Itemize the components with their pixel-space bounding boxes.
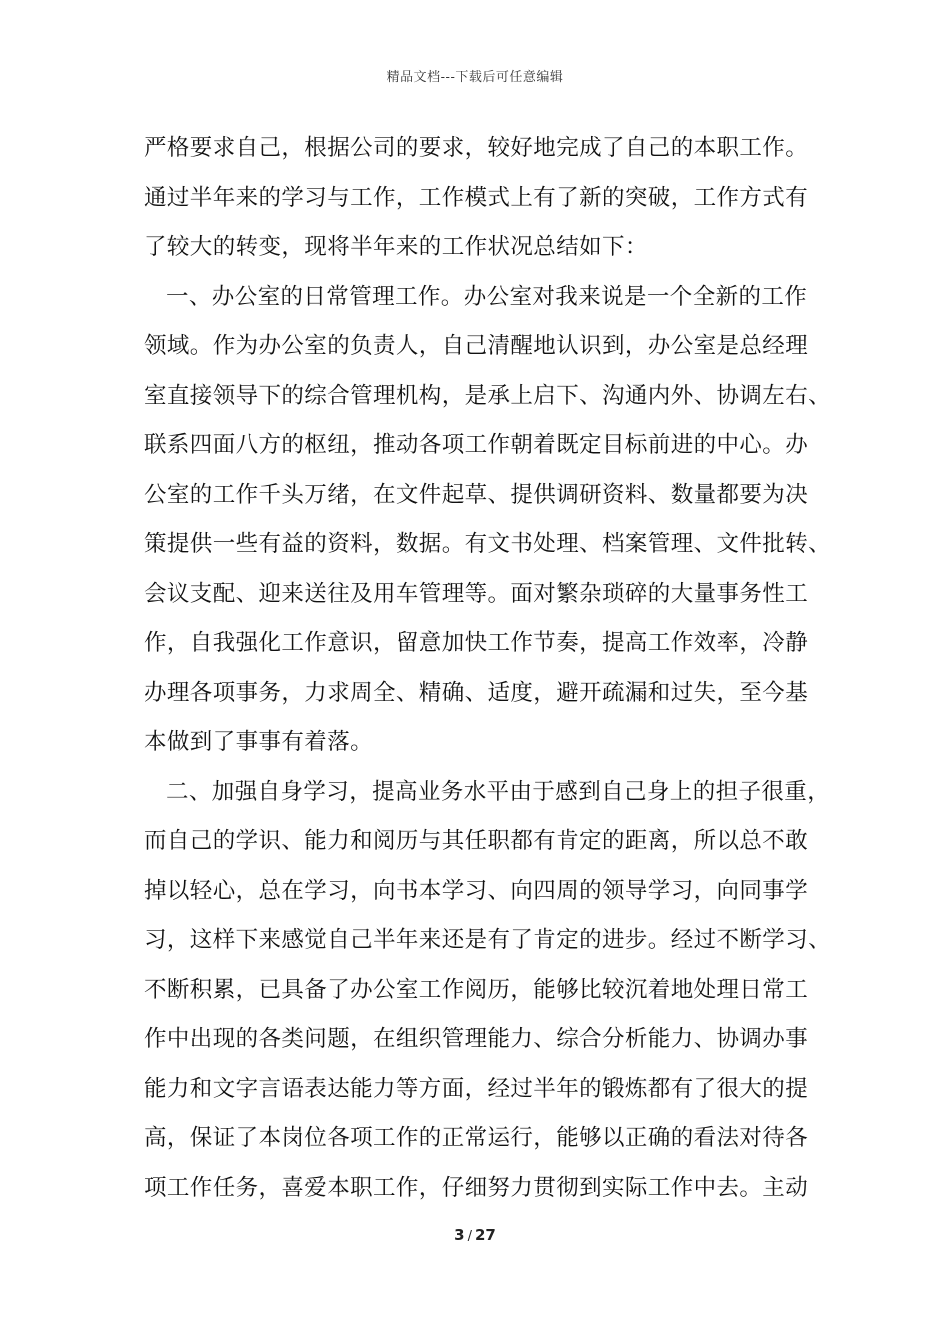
page-separator: /: [467, 1229, 472, 1244]
total-pages: 27: [474, 1226, 496, 1244]
text-line: 习，这样下来感觉自己半年来还是有了肯定的进步。经过不断学习、: [144, 927, 832, 953]
text-line: 严格要求自己，根据公司的要求，较好地完成了自己的本职工作。: [144, 135, 809, 161]
paragraph-first-line: 二、加强自身学习，提高业务水平由于感到自己身上的担子很重，: [166, 778, 831, 805]
page-header: 精品文档---下载后可任意编辑: [386, 70, 564, 85]
current-page: 3: [454, 1226, 465, 1244]
paragraph-first-line: 一、办公室的日常管理工作。办公室对我来说是一个全新的工作: [166, 283, 808, 310]
text-line: 本做到了事事有着落。: [144, 729, 374, 755]
text-line: 能力和文字言语表达能力等方面，经过半年的锻炼都有了很大的提: [144, 1075, 809, 1102]
text-line: 通过半年来的学习与工作，工作模式上有了新的突破，工作方式有: [144, 184, 809, 211]
text-line: 公室的工作千头万绪，在文件起草、提供调研资料、数量都要为决: [144, 481, 809, 508]
text-line: 掉以轻心，总在学习，向书本学习、向四周的领导学习，向同事学: [144, 877, 809, 904]
text-line: 策提供一些有益的资料，数据。有文书处理、档案管理、文件批转、: [144, 531, 832, 557]
text-line: 会议支配、迎来送往及用车管理等。面对繁杂琐碎的大量事务性工: [144, 580, 809, 607]
text-line: 不断积累，已具备了办公室工作阅历，能够比较沉着地处理日常工: [144, 976, 809, 1003]
document-body: [144, 124, 832, 1213]
text-line: 室直接领导下的综合管理机构，是承上启下、沟通内外、协调左右、: [144, 382, 832, 409]
page-number: [0, 1226, 950, 1244]
text-line: 联系四面八方的枢纽，推动各项工作朝着既定目标前进的中心。办: [144, 432, 809, 458]
text-line: 办理各项事务，力求周全、精确、适度，避开疏漏和过失，至今基: [144, 679, 809, 706]
text-line: 了较大的转变，现将半年来的工作状况总结如下：: [144, 234, 648, 260]
text-line: 而自己的学识、能力和阅历与其任职都有肯定的距离，所以总不敢: [144, 828, 809, 854]
text-line: 作中出现的各类问题，在组织管理能力、综合分析能力、协调办事: [144, 1026, 809, 1052]
text-line: 作，自我强化工作意识，留意加快工作节奏，提高工作效率，冷静: [144, 630, 809, 656]
text-line: 高，保证了本岗位各项工作的正常运行，能够以正确的看法对待各: [144, 1125, 809, 1151]
text-line: 项工作任务，喜爱本职工作，仔细努力贯彻到实际工作中去。主动: [144, 1174, 809, 1201]
text-line: 领域。作为办公室的负责人，自己清醒地认识到，办公室是总经理: [144, 333, 809, 359]
